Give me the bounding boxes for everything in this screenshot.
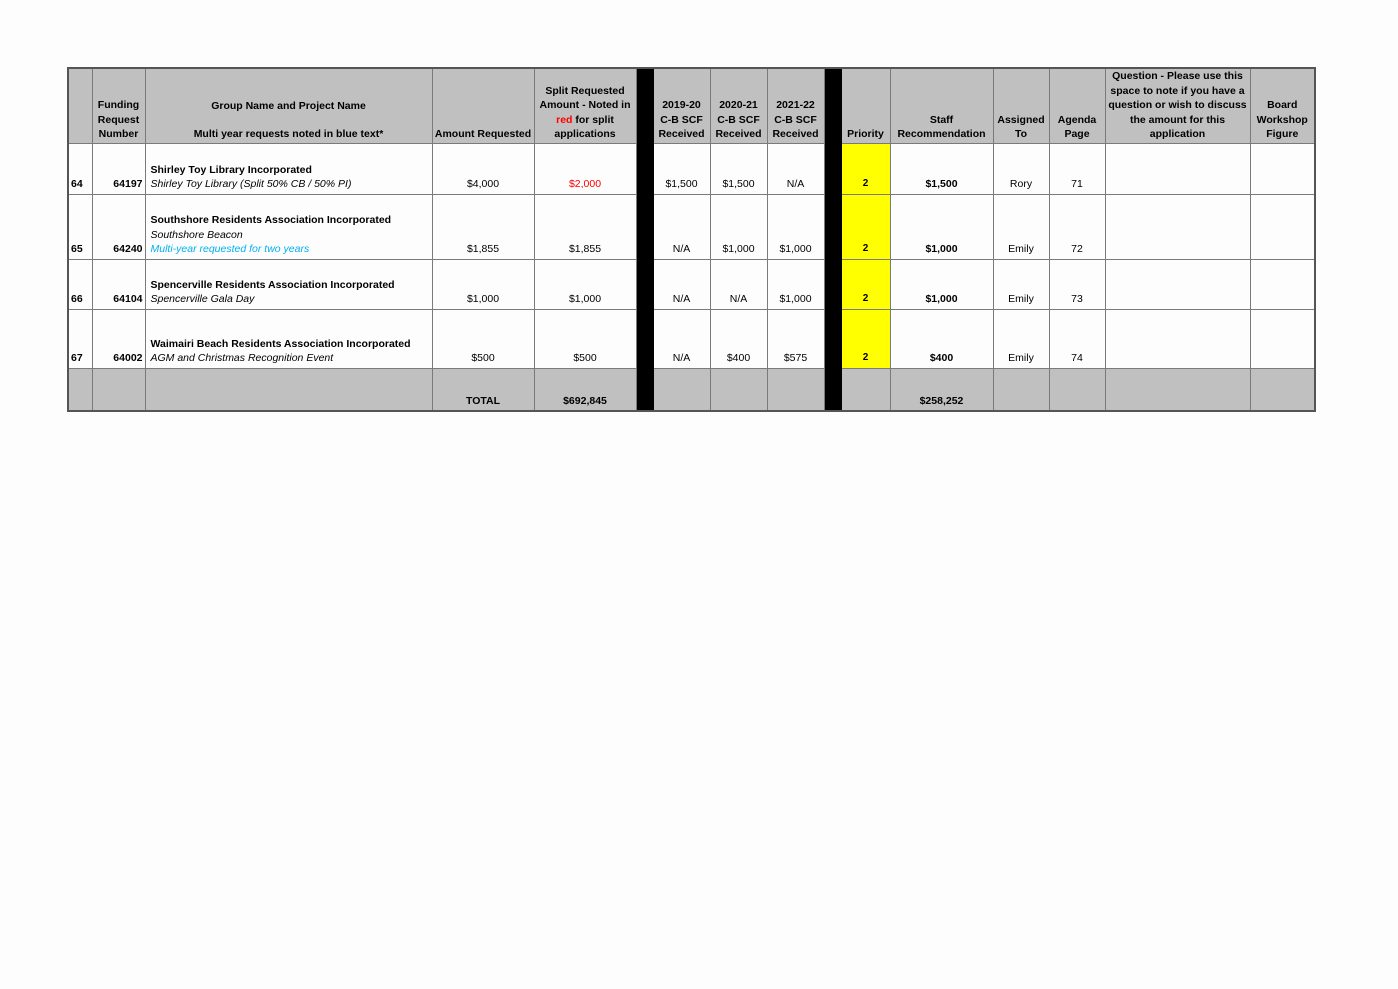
header-staff-recommendation: Staff Recommendation (890, 68, 993, 143)
staff-recommendation: $1,000 (890, 259, 993, 309)
split-requested: $1,855 (534, 194, 636, 259)
request-number: 64240 (92, 194, 145, 259)
group-name-cell (145, 143, 432, 194)
assigned-to: Emily (993, 309, 1049, 368)
amount-requested: $1,000 (432, 259, 534, 309)
total-empty-cell (767, 368, 824, 411)
header-scf-2021: 2021-22 C-B SCF Received (767, 68, 824, 143)
priority: 2 (841, 309, 890, 368)
scf-2019: $1,500 (653, 143, 710, 194)
row-number: 66 (68, 259, 92, 309)
scf-2020: $1,000 (710, 194, 767, 259)
header-split-post: for split applications (554, 113, 616, 140)
priority: 2 (841, 143, 890, 194)
agenda-page: 73 (1049, 259, 1105, 309)
separator-black (636, 309, 653, 368)
header-amount-requested: Amount Requested (432, 68, 534, 143)
group-name-cell (145, 194, 432, 259)
org-name: Southshore Residents Association Incorporated (150, 214, 392, 226)
org-name: Waimairi Beach Residents Association Incorporated (150, 337, 411, 350)
scf-2019: N/A (653, 259, 710, 309)
priority: 2 (841, 194, 890, 259)
total-empty-cell (92, 368, 145, 411)
total-empty-cell (1049, 368, 1105, 411)
row-number: 67 (68, 309, 92, 368)
org-name: Shirley Toy Library Incorporated (150, 163, 312, 176)
header-scf-2019: 2019-20 C-B SCF Received (653, 68, 710, 143)
table-row (68, 143, 1315, 194)
scf-2021: $1,000 (767, 194, 824, 259)
scf-2021: N/A (767, 143, 824, 194)
staff-recommendation: $400 (890, 309, 993, 368)
total-empty-cell (1250, 368, 1315, 411)
multi-year-note: Multi-year requested for two years (150, 243, 310, 255)
header-group-name-title: Group Name and Project Name (211, 99, 366, 112)
staff-recommendation: $1,500 (890, 143, 993, 194)
total-empty-cell (145, 368, 432, 411)
header-split-red: red (556, 113, 573, 126)
header-group-name (145, 68, 432, 143)
header-split-requested (534, 68, 636, 143)
agenda-page: 74 (1049, 309, 1105, 368)
org-name: Spencerville Residents Association Incorporated (150, 278, 395, 291)
scf-2020: $400 (710, 309, 767, 368)
separator-black (824, 259, 841, 309)
header-scf-2020: 2020-21 C-B SCF Received (710, 68, 767, 143)
total-empty-cell (841, 368, 890, 411)
separator-black (636, 259, 653, 309)
total-split-requested: $692,845 (534, 368, 636, 411)
staff-recommendation: $1,000 (890, 194, 993, 259)
row-number: 64 (68, 143, 92, 194)
header-agenda-page: Agenda Page (1049, 68, 1105, 143)
assigned-to: Emily (993, 194, 1049, 259)
total-empty-cell (710, 368, 767, 411)
header-priority: Priority (841, 68, 890, 143)
request-number: 64104 (92, 259, 145, 309)
total-empty-cell (653, 368, 710, 411)
row-number: 65 (68, 194, 92, 259)
board-workshop-field[interactable] (1250, 143, 1315, 194)
table-row (68, 259, 1315, 309)
request-number: 64197 (92, 143, 145, 194)
project-name: Southshore Beacon (150, 228, 243, 241)
header-board-workshop: Board Workshop Figure (1250, 68, 1315, 143)
scf-2021: $575 (767, 309, 824, 368)
total-empty-cell (1105, 368, 1250, 411)
scf-2019: N/A (653, 194, 710, 259)
total-staff-recommendation: $258,252 (890, 368, 993, 411)
funding-table (67, 67, 1316, 412)
separator-black (636, 194, 653, 259)
header-funding-request-number: Funding Request Number (92, 68, 145, 143)
separator-black (824, 368, 841, 411)
total-empty-cell (993, 368, 1049, 411)
separator-black (636, 143, 653, 194)
board-workshop-field[interactable] (1250, 259, 1315, 309)
amount-requested: $1,855 (432, 194, 534, 259)
scf-2020: N/A (710, 259, 767, 309)
scf-2019: N/A (653, 309, 710, 368)
scf-2021: $1,000 (767, 259, 824, 309)
agenda-page: 72 (1049, 194, 1105, 259)
header-row-number (68, 68, 92, 143)
split-requested: $2,000 (534, 143, 636, 194)
header-question: Question - Please use this space to note if you have a question or wish to discuss the amount for this application (1105, 68, 1250, 143)
question-field[interactable] (1105, 259, 1250, 309)
amount-requested: $4,000 (432, 143, 534, 194)
total-empty-cell (68, 368, 92, 411)
amount-requested: $500 (432, 309, 534, 368)
priority: 2 (841, 259, 890, 309)
header-split-pre: Split Requested Amount - Noted in (539, 84, 631, 111)
split-requested: $1,000 (534, 259, 636, 309)
total-label: TOTAL (432, 368, 534, 411)
question-field[interactable] (1105, 309, 1250, 368)
board-workshop-field[interactable] (1250, 309, 1315, 368)
group-name-cell (145, 309, 432, 368)
table-row (68, 194, 1315, 259)
header-group-name-note: Multi year requests noted in blue text* (193, 128, 384, 140)
table-row (68, 309, 1315, 368)
header-row (68, 68, 1315, 143)
separator-black (824, 194, 841, 259)
assigned-to: Emily (993, 259, 1049, 309)
assigned-to: Rory (993, 143, 1049, 194)
header-assigned-to: Assigned To (993, 68, 1049, 143)
separator-black-2 (824, 68, 841, 143)
separator-black (824, 143, 841, 194)
total-row (68, 368, 1315, 411)
scf-2020: $1,500 (710, 143, 767, 194)
request-number: 64002 (92, 309, 145, 368)
separator-black-1 (636, 68, 653, 143)
project-name: Shirley Toy Library (Split 50% CB / 50% PI) (150, 178, 352, 190)
separator-black (636, 368, 653, 411)
question-field[interactable] (1105, 194, 1250, 259)
question-field[interactable] (1105, 143, 1250, 194)
project-name: AGM and Christmas Recognition Event (150, 352, 334, 364)
split-requested: $500 (534, 309, 636, 368)
separator-black (824, 309, 841, 368)
agenda-page: 71 (1049, 143, 1105, 194)
group-name-cell (145, 259, 432, 309)
project-name: Spencerville Gala Day (150, 293, 255, 305)
board-workshop-field[interactable] (1250, 194, 1315, 259)
